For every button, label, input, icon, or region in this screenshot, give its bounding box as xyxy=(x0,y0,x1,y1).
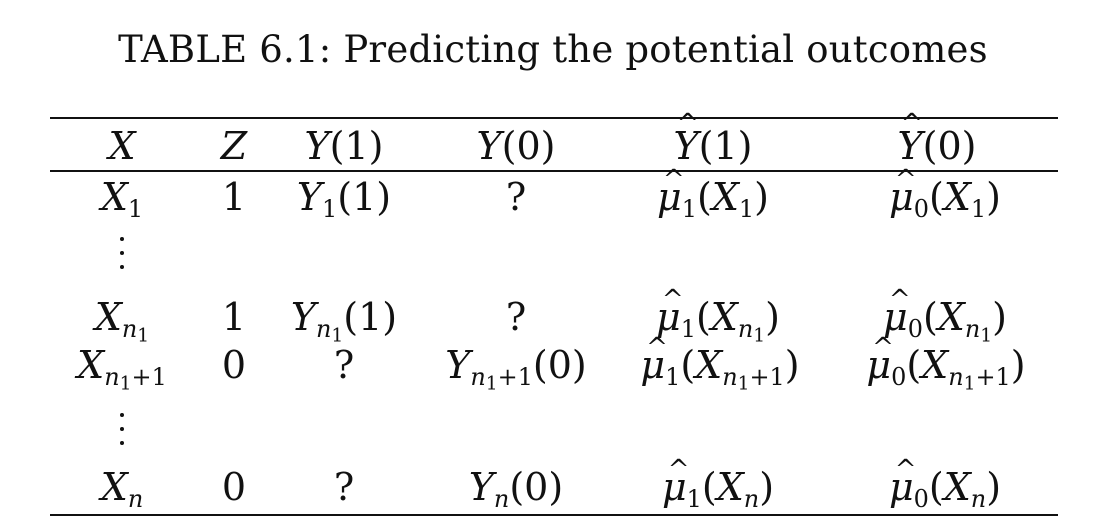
row-n1-y1: $Y_{n_1}(1)$ xyxy=(290,295,398,347)
row-1-yhat1: ^ $\mu_1(X_1)$ xyxy=(657,177,769,217)
row-1-y1: $Y_1(1)$ xyxy=(296,175,392,224)
row-n1-plus-1-y0: $Y_{n_1+1}(0)$ xyxy=(445,343,587,395)
header-y0: Y(0) xyxy=(476,124,556,168)
row-n-yhat1: ^ $\mu_1(X_n)$ xyxy=(662,467,774,507)
row-1-yhat0: ^ $\mu_0(X_1)$ xyxy=(889,177,1001,217)
row-n-y0: $Y_n(0)$ xyxy=(468,465,564,514)
bottom-rule xyxy=(50,514,1058,516)
vertical-ellipsis xyxy=(119,232,125,274)
row-n1-plus-1-yhat1: ^ $\mu_1(X_{n_1+1})$ xyxy=(640,345,799,385)
row-n1-plus-1-x: $X_{n_1+1}$ xyxy=(77,343,167,395)
row-n-yhat0: ^ $\mu_0(X_n)$ xyxy=(889,467,1001,507)
row-n1-yhat0: ^ $\mu_0(X_{n_1})$ xyxy=(883,297,1007,337)
row-n1-x: $X_{n_1}$ xyxy=(94,295,150,347)
row-n1-plus-1-y1: ? xyxy=(333,343,355,387)
row-n-x: $X_n$ xyxy=(100,465,144,514)
row-n1-z: 1 xyxy=(221,295,247,339)
row-n-z: 0 xyxy=(221,465,247,509)
row-1-x: $X_1$ xyxy=(100,175,144,224)
table-caption: TABLE 6.1: Predicting the potential outcomes xyxy=(118,28,988,71)
row-n1-plus-1-z: 0 xyxy=(221,343,247,387)
row-n1-plus-1-yhat0: ^ $\mu_0(X_{n_1+1})$ xyxy=(866,345,1025,385)
row-n1-y0: ? xyxy=(505,295,527,339)
row-n-y1: ? xyxy=(333,465,355,509)
header-yhat0: ^ Y(0) xyxy=(898,126,977,166)
header-x: X xyxy=(108,124,136,168)
row-1-z: 1 xyxy=(221,175,247,219)
header-z: Z xyxy=(220,124,248,168)
header-y1: Y(1) xyxy=(304,124,384,168)
header-yhat1: ^ Y(1) xyxy=(674,126,753,166)
vertical-ellipsis xyxy=(119,408,125,450)
row-1-y0: ? xyxy=(505,175,527,219)
row-n1-yhat1: ^ $\mu_1(X_{n_1})$ xyxy=(656,297,780,337)
